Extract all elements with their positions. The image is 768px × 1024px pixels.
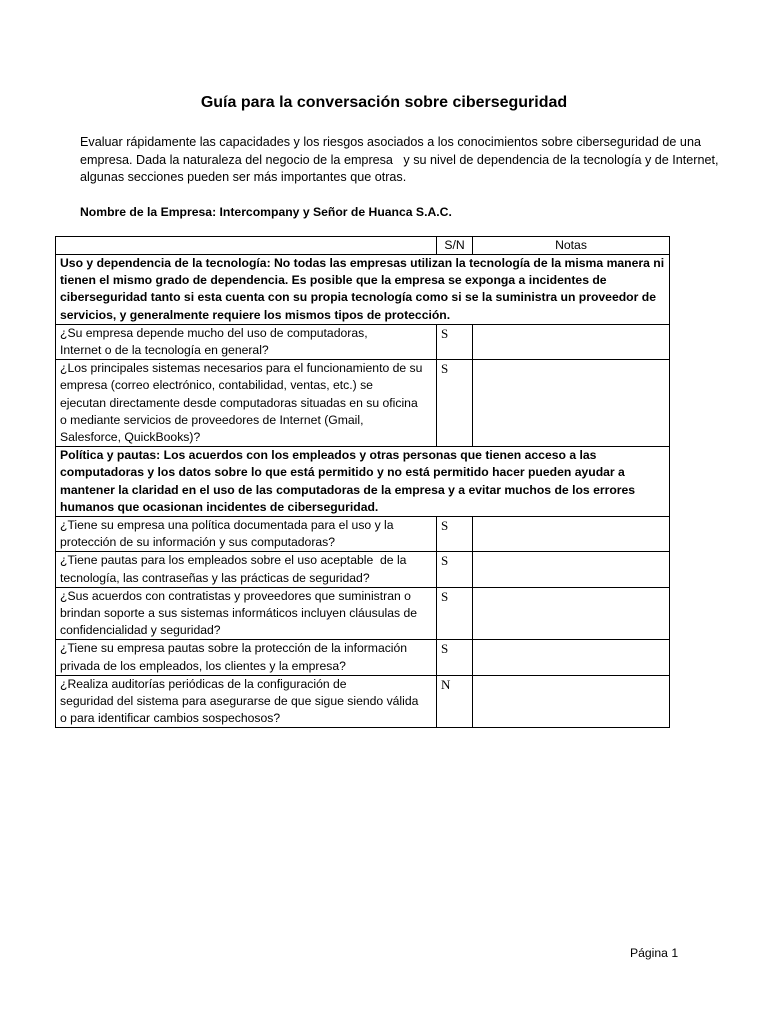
question-line: empresa (correo electrónico, contabilidad, ventas, etc.) se [60,378,373,393]
question-cell [56,675,437,728]
section-title-line: tienen el mismo grado de dependencia. Es posible que la empresa se exponga a incidentes de [60,273,607,288]
section-title-line: ciberseguridad tanto si esta cuenta con su propia tecnología como si se la suministra un proveedor de [60,290,656,305]
checklist-table [55,236,670,728]
header-question [56,237,437,255]
question-line: tecnología, las contraseñas y las prácticas de seguridad? [60,570,370,585]
sn-cell[interactable]: N [437,675,473,728]
table-row [56,640,670,675]
question-line: ¿Tiene su empresa pautas sobre la protección de la información [60,641,408,656]
question-line: o mediante servicios de proveedores de Internet (Gmail, [60,412,364,427]
question-line: ¿Su empresa depende mucho del uso de computadoras, [60,325,368,340]
table-row [56,675,670,728]
question-line: Salesforce, QuickBooks)? [60,430,201,445]
question-line: brindan soporte a sus sistemas informáticos incluyen cláusulas de [60,606,418,621]
intro-line: Evaluar rápidamente las capacidades y los riesgos asociados a los conocimientos sobre ciberseguridad de una [80,135,701,149]
question-line: ¿Tiene su empresa una política documentada para el uso y la [60,518,394,533]
section-title-line: Uso y dependencia de la tecnología: No todas las empresas utilizan la tecnología de la misma manera ni [60,256,665,270]
question-line: ¿Sus acuerdos con contratistas y proveedores que suministran o [60,588,411,603]
document-title: Guía para la conversación sobre ciberseguridad [200,94,568,111]
section-row [56,447,670,517]
notes-cell[interactable] [473,675,670,728]
table-row [56,324,670,359]
page-number: Página 1 [630,946,679,960]
company-name-line: Nombre de la Empresa: Intercompany y Señor de Huanca S.A.C. [80,205,452,219]
section-title [56,255,670,325]
sn-cell[interactable]: S [437,640,473,675]
question-line: ¿Realiza auditorías periódicas de la configuración de [60,676,347,691]
notes-cell[interactable] [473,587,670,640]
sn-cell[interactable]: S [437,360,473,447]
section-title-line: servicios, y generalmente requiere los mismos tipos de protección. [60,307,451,322]
table-header-row [56,237,670,255]
section-title-line: computadoras y los datos sobre lo que está permitido y no está permitido hacer pueden ayudar a [60,465,625,480]
section-title-line: mantener la claridad en el uso de las computadoras de la empresa y a evitar muchos de los errores [60,482,636,497]
question-line: Internet o de la tecnología en general? [60,343,269,358]
sn-cell[interactable]: S [437,587,473,640]
question-line: ¿Tiene pautas para los empleados sobre el uso aceptable de la [60,553,407,568]
question-cell [56,640,437,675]
question-line: protección de su información y sus computadoras? [60,535,336,550]
table-row [56,517,670,552]
notes-cell[interactable] [473,640,670,675]
table-row [56,360,670,447]
notes-cell[interactable] [473,360,670,447]
header-notes: Notas [473,237,670,255]
question-line: seguridad del sistema para asegurarse de que sigue siendo válida [60,694,419,709]
intro-line: empresa. Dada la naturaleza del negocio de la empresa y su nivel de dependencia de la tecnología y de Internet, [80,152,719,167]
notes-cell[interactable] [473,517,670,552]
sn-cell[interactable]: S [437,324,473,359]
intro-paragraph [80,134,730,187]
question-cell [56,324,437,359]
header-sn: S/N [437,237,473,255]
section-row [56,255,670,325]
table-row [56,552,670,587]
question-line: confidencialidad y seguridad? [60,623,221,638]
notes-cell[interactable] [473,324,670,359]
question-cell [56,517,437,552]
notes-cell[interactable] [473,552,670,587]
question-cell [56,552,437,587]
sn-cell[interactable]: S [437,552,473,587]
table-row [56,587,670,640]
section-title [56,447,670,517]
intro-line: algunas secciones pueden ser más importantes que otras. [80,170,407,184]
sn-cell[interactable]: S [437,517,473,552]
question-line: o para identificar cambios sospechosos? [60,711,281,726]
question-line: ¿Los principales sistemas necesarios para el funcionamiento de su [60,361,423,376]
section-title-line: Política y pautas: Los acuerdos con los empleados y otras personas que tienen acceso a las [60,448,597,463]
question-line: privada de los empleados, los clientes y la empresa? [60,658,346,673]
question-cell [56,587,437,640]
question-line: ejecutan directamente desde computadoras situadas en su oficina [60,395,418,410]
question-cell [56,360,437,447]
section-title-line: humanos que ocasionan incidentes de ciberseguridad. [60,499,379,514]
